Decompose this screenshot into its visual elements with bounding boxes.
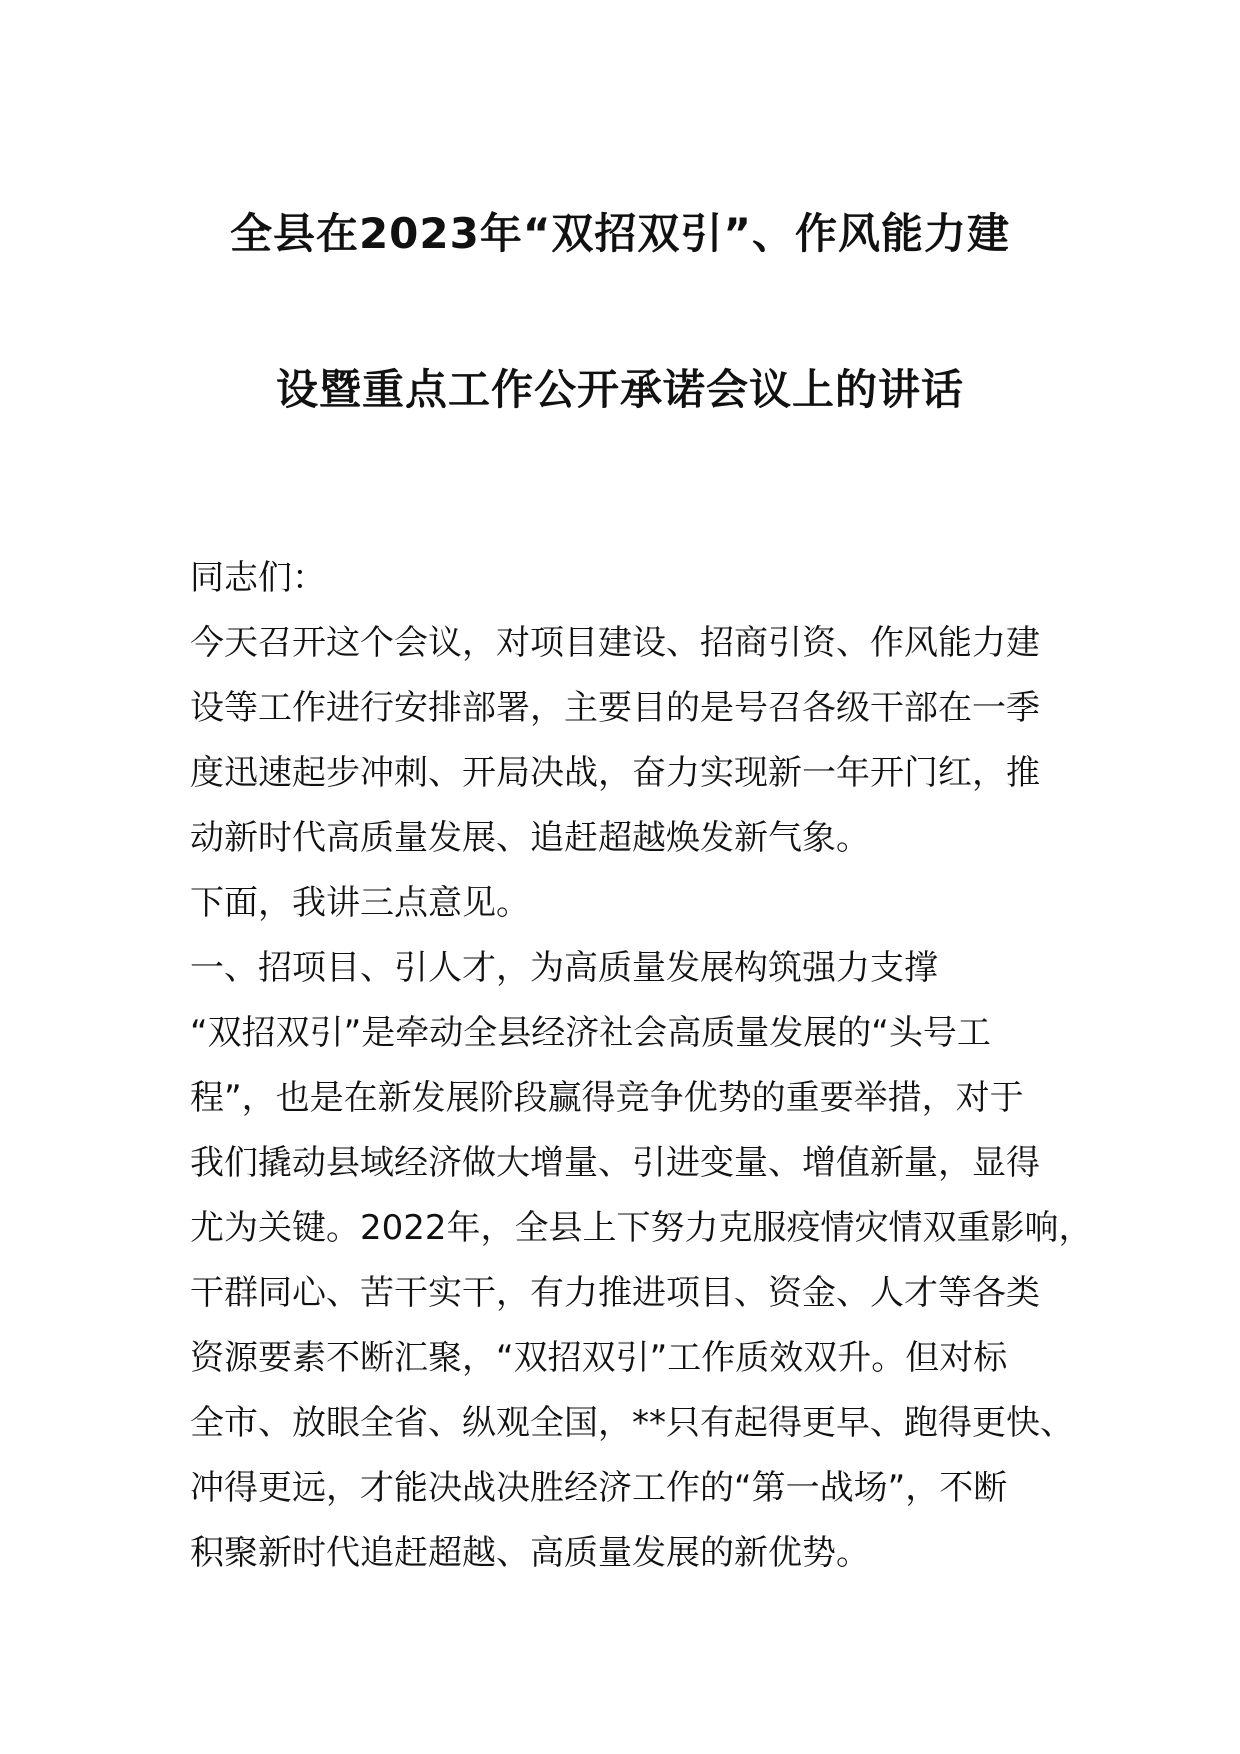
body-line: 我们撬动县域经济做大增量、引进变量、增值新量，显得 [190,1143,1040,1183]
body-line: 尤为关键。2022年，全县上下努力克服疫情灾情双重影响， [190,1208,1093,1248]
body-line: 今天召开这个会议，对项目建设、招商引资、作风能力建 [190,623,1040,663]
body-line: 干群同心、苦干实干，有力推进项目、资金、人才等各类 [190,1273,1040,1313]
section-heading: 一、招项目、引人才，为高质量发展构筑强力支撑 [190,948,938,988]
body-line: 下面，我讲三点意见。 [190,883,530,923]
body-line: 积聚新时代追赶超越、高质量发展的新优势。 [190,1533,870,1573]
body-line: 资源要素不断汇聚，“双招双引”工作质效双升。但对标 [190,1338,1008,1378]
body-line: 全市、放眼全省、纵观全国，**只有起得更早、跑得更快、 [190,1403,1074,1443]
document-body [190,546,1093,1586]
body-line: 冲得更远，才能决战决胜经济工作的“第一战场”，不断 [190,1468,1008,1508]
document-title-line-1: 全县在2023年“双招双引”、作风能力建 [229,209,1011,258]
body-line: “双招双引”是牵动全县经济社会高质量发展的“头号工 [190,1013,991,1053]
salutation: 同志们： [190,558,326,598]
body-line: 度迅速起步冲刺、开局决战，奋力实现新一年开门红，推 [190,753,1040,793]
body-line: 程”，也是在新发展阶段赢得竞争优势的重要举措，对于 [190,1078,1024,1118]
body-line: 动新时代高质量发展、追赶超越焕发新气象。 [190,818,870,858]
body-line: 设等工作进行安排部署，主要目的是号召各级干部在一季 [190,688,1040,728]
document-title-line-2: 设暨重点工作公开承诺会议上的讲话 [275,365,964,414]
